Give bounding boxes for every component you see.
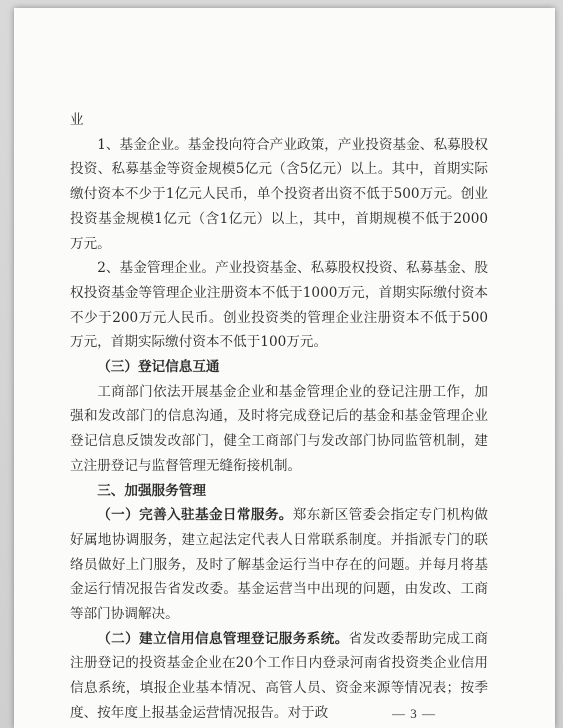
fund-manager-text: 产业投资基金、私募股权投资、私募基金、股权投资基金等管理企业注册资本不低于1000万元，首期实际缴付资本不少于200万元人民币。创业投资类的管理企业注册资本不低于500万元，首期实际缴付资本不低于100万元。 (70, 260, 488, 351)
item-2-text: 省发改委帮助完成工商注册登记的投资基金企业在20个工作日内登录河南省投资类企业信用信息系统，填报企业基本情况、高管人员、资金来源等情况表；按季度、按年度上报基金运营情况报告。对于政 (70, 630, 489, 721)
fund-enterprise-title: 1、基金企业。 (97, 136, 188, 153)
document-body (70, 108, 488, 726)
fund-manager-title: 2、基金管理企业。 (97, 260, 216, 277)
paragraph-item-1 (70, 503, 488, 627)
paragraph-fund-manager (70, 256, 488, 355)
continuation-line: 业 (70, 112, 84, 128)
part-3-heading: 三、加强服务管理 (97, 482, 206, 499)
section-3-text: 工商部门依法开展基金企业和基金管理企业的登记注册工作，加强和发改部门的信息沟通，及时将完成登记后的基金和基金管理企业登记信息反馈发改部门，健全工商部门与发改部门协同监管机制，建立注册登记与监督管理无缝衔接机制。 (70, 383, 488, 474)
paragraph-fund-enterprise (70, 133, 488, 257)
item-1-title: （一）完善入驻基金日常服务。 (97, 507, 293, 524)
section-3-heading: （三）登记信息互通 (97, 359, 220, 376)
page-number: — 3 — (392, 706, 436, 721)
fund-enterprise-text: 基金投向符合产业政策，产业投资基金、私募股权投资、私募基金等资金规模5亿元（含5亿元）以上。其中，首期实际缴付资本不少于1亿元人民币，单个投资者出资不低于500万元。创业投资基金规模1亿元（含1亿元）以上，其中，首期规模不低于2000万元。 (70, 136, 488, 252)
item-2-title: （二）建立信用信息管理登记服务系统。 (97, 630, 349, 647)
item-1-text: 郑东新区管委会指定专门机构做好属地协调服务，建立起法定代表人日常联系制度。并指派专门的联络员做好上门服务，及时了解基金运行当中存在的问题。并每月将基金运行情况报告省发改委。基金运营当中出现的问题，由发改、工商等部门协调解决。 (70, 507, 488, 623)
